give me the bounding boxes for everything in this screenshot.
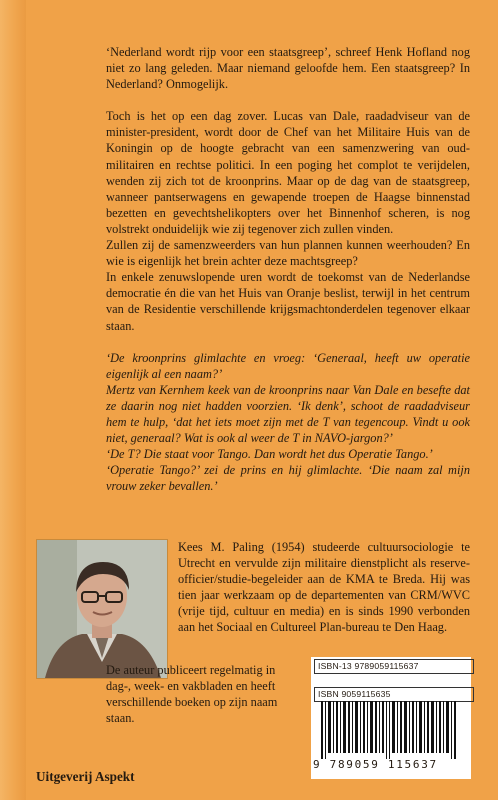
- back-cover-blurb: [106, 44, 470, 494]
- excerpt-line: ‘De T? Die staat voor Tango. Dan wordt het dus Operatie Tango.’: [106, 447, 433, 462]
- isbn10-label: ISBN 9059115635: [314, 687, 474, 702]
- publisher-name: Uitgeverij Aspekt: [36, 769, 135, 784]
- isbn13-label: ISBN-13 9789059115637: [314, 659, 474, 674]
- author-photo: [36, 539, 168, 679]
- barcode-bars: [321, 701, 461, 759]
- excerpt-line: Mertz van Kernhem keek van de kroonprins naar Van Dale en besefte dat ze daarin nog niet hadden voorzien. ‘Ik denk’, schoot de raadadviseur hem te hulp, ‘dat het iets moet zijn met de T van tegencoup. Vindt u ook niet, generaal? Wat is ook al weer de T in NAVO-jargon?’: [106, 382, 470, 446]
- author-bio: Kees M. Paling (1954) studeerde cultuursociologie te Utrecht en vervulde zijn militaire dienstplicht als reserve-officier/studie-begeleider aan de KMA te Breda. Hij was tien jaar werkzaam op de departementen van CRM/WVC (vrije tijd, cultuur en media) en is sinds 1990 verbonden aan het Sociaal en Cultureel Plan-bureau te Den Haag.: [178, 540, 470, 634]
- excerpt-line: ‘Operatie Tango?’ zei de prins en hij glimlachte. ‘Die naam zal mijn vrouw zeker bevallen.’: [106, 463, 470, 494]
- author-note: De auteur publiceert regelmatig in dag-, week- en vakbladen en heeft verschillende boeken op zijn naam staan.: [106, 663, 278, 725]
- book-spine-shading: [0, 0, 26, 800]
- excerpt-line: ‘De kroonprins glimlachte en vroeg: ‘Generaal, heeft uw operatie eigenlijk al een naam?’: [106, 350, 470, 381]
- blurb-paragraph: In enkele zenuwslopende uren wordt de toekomst van de Nederlandse democratie én die van het Huis van Oranje beslist, terwijl in het centrum van de Residentie verschillende krijgsmachtonderdelen tegenover elkaar staan.: [106, 270, 470, 333]
- blurb-paragraph: Toch is het op een dag zover. Lucas van Dale, raadadviseur van de minister-president, wordt door de Chef van het Militaire Huis van de Koningin op de hoogte gebracht van een samenzwering van oud-militairen en rechtse politici. In een poging het complot te verijdelen, wenden zij zich tot de kroonprins. Maar op de dag van de staatsgreep, wanneer pantserwagens en gewapende troepen de Haagse binnenstad bezetten en gevechtshelikopters over het Binnenhof scheren, is nog volstrekt onduidelijk wie zij tegenover zich zullen vinden.: [106, 109, 470, 236]
- barcode-label: [311, 657, 471, 779]
- book-excerpt: [106, 350, 470, 495]
- blurb-paragraph: ‘Nederland wordt rijp voor een staatsgreep’, schreef Henk Hofland nog niet zo lang geleden. Maar niemand geloofde hem. Een staatsgreep? In Nederland? Onmogelijk.: [106, 45, 470, 92]
- barcode-number: 9 789059 115637: [313, 758, 438, 771]
- blurb-paragraph: Zullen zij de samenzweerders van hun plannen kunnen weerhouden? En wie is eigenlijk het brein achter deze machtsgreep?: [106, 238, 470, 269]
